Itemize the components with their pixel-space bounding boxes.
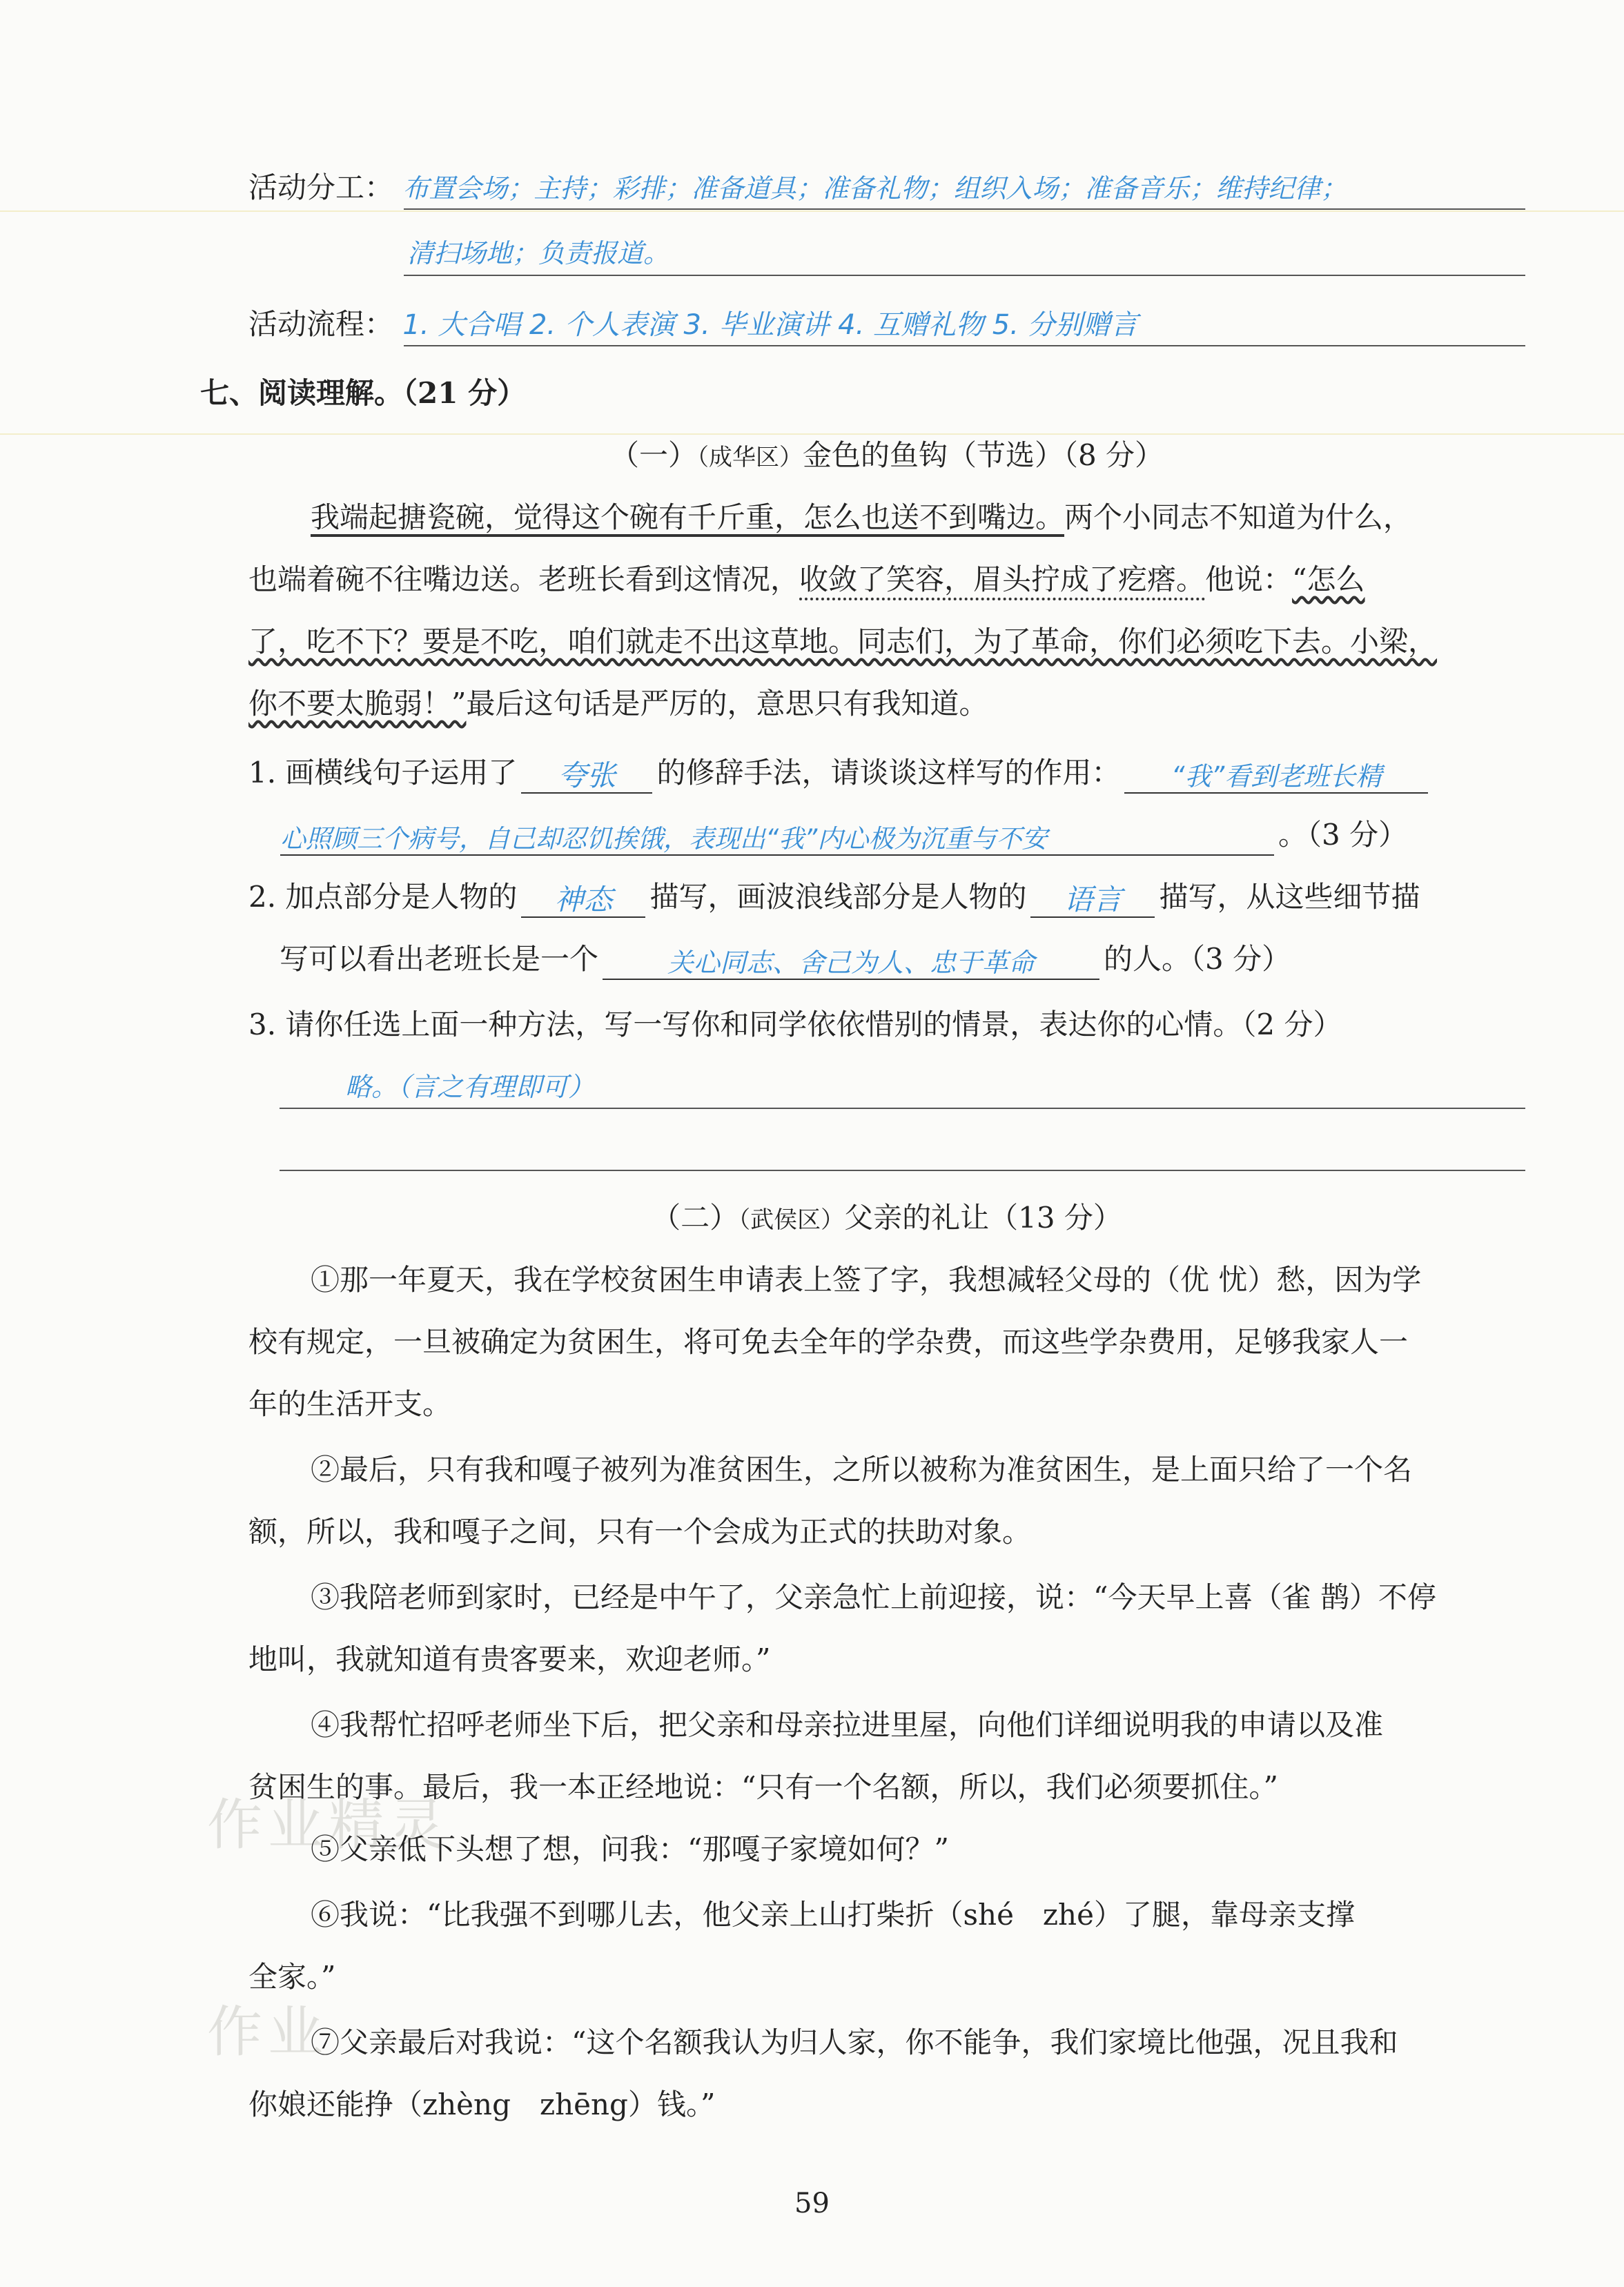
answer-blank[interactable] <box>521 755 652 794</box>
activity-division-line <box>248 167 1525 209</box>
title-prefix: （一） <box>609 438 697 472</box>
answer-rule <box>404 275 1525 276</box>
section-title: 七、阅读理解。（21 分） <box>200 376 527 410</box>
text: 1. 画横线句子运用了 <box>248 756 518 789</box>
p2-para-4: ④我帮忙招呼老师坐下后，把父亲和母亲拉进里屋，向他们详细说明我的申请以及准 <box>311 1708 1384 1742</box>
answer-blank[interactable] <box>603 941 1099 980</box>
answer-rule <box>280 1170 1525 1171</box>
p2-para-4-line-2: 贫困生的事。最后，我一本正经地说：“只有一个名额，所以，我们必须要抓住。” <box>248 1770 1278 1804</box>
passage-2-title <box>248 1197 1525 1241</box>
text: 描写，从这些细节描 <box>1159 880 1420 914</box>
highlight-line <box>0 210 1624 212</box>
division-answer-2: 清扫场地；负责报道。 <box>407 238 670 268</box>
question-1-line-2 <box>276 814 1553 856</box>
p2-para-1: ①那一年夏天，我在学校贫困生申请表上签了字，我想减轻父母的（优 忧）愁，因为学 <box>311 1263 1422 1297</box>
division-label: 活动分工： <box>248 170 394 204</box>
division-answer: 布置会场；主持；彩排；准备道具；准备礼物；组织入场；准备音乐；维持纪律； <box>402 173 1347 204</box>
text: 2. 加点部分是人物的 <box>248 880 518 914</box>
answer-text: 夸张 <box>558 758 616 792</box>
question-3-answer: 略。（言之有理即可） <box>345 1072 595 1102</box>
answer-text: 神态 <box>554 883 613 916</box>
title-text: 金色的鱼钩（节选）（8 分） <box>802 438 1164 472</box>
score: 。（3 分） <box>1278 818 1408 852</box>
text: 他说： <box>1205 562 1293 596</box>
district-label: （武侯区） <box>738 1206 845 1234</box>
underlined-sentence: 我端起搪瓷碗，觉得这个碗有千斤重，怎么也送不到嘴边。 <box>311 500 1065 534</box>
p2-para-6-line-2: 全家。” <box>248 1960 336 1994</box>
passage-1-title <box>248 435 1525 478</box>
answer-text: 心照顾三个病号，自己却忍饥挨饿，表现出“我”内心极为沉重与不安 <box>280 824 1048 854</box>
answer-rule <box>280 1108 1525 1109</box>
p2-para-7-line-2: 你娘还能挣（zhèng zhēng）钱。” <box>248 2088 716 2121</box>
answer-text: 语言 <box>1064 883 1122 916</box>
wavy-phrase: 了，吃不下？要是不吃，咱们就走不出这草地。同志们，为了革命，你们必须吃下去。小梁， <box>248 625 1438 658</box>
text: 也端着碗不往嘴边送。老班长看到这情况， <box>248 562 800 596</box>
p2-para-7: ⑦父亲最后对我说：“这个名额我认为归人家，你不能争，我们家境比他强，况且我和 <box>311 2025 1398 2059</box>
wavy-phrase: “怎么 <box>1292 562 1365 596</box>
p2-para-3-line-2: 地叫，我就知道有贵客要来，欢迎老师。” <box>248 1642 771 1676</box>
answer-blank[interactable] <box>1030 879 1155 918</box>
answer-rule <box>404 345 1525 346</box>
p2-para-5: ⑤父亲低下头想了想，问我：“那嘎子家境如何？” <box>311 1832 949 1866</box>
watermark: 作业精灵 <box>207 1793 450 1857</box>
flow-answer: 1. 大合唱 2. 个人表演 3. 毕业演讲 4. 互赠礼物 5. 分别赠言 <box>402 309 1138 341</box>
page-number: 59 <box>794 2188 830 2219</box>
question-1 <box>248 752 1525 794</box>
answer-blank[interactable] <box>1124 755 1428 794</box>
activity-flow-line <box>248 304 1525 346</box>
district-label: （成华区） <box>696 444 803 471</box>
passage-1-para-4 <box>248 683 1525 725</box>
p2-para-6 <box>311 1894 1587 1936</box>
passage-1-para-2 <box>248 559 1525 600</box>
answer-rule <box>404 208 1525 210</box>
text: 最后这句话是严厉的，意思只有我知道。 <box>466 687 988 720</box>
p2-para-1-line-3: 年的生活开支。 <box>248 1387 452 1421</box>
dotted-phrase: 收敛了笑容，眉头拧成了疙瘩。 <box>799 562 1206 596</box>
p2-para-2-line-2: 额，所以，我和嘎子之间，只有一个会成为正式的扶助对象。 <box>248 1515 1032 1549</box>
text: ⑥我说：“比我强不到哪儿去，他父亲上山打柴折（shé zhé）了腿，靠母亲支撑 <box>311 1898 1355 1932</box>
title-prefix: （二） <box>652 1201 739 1235</box>
title-text: 父亲的礼让（13 分） <box>844 1201 1122 1235</box>
p2-para-2: ②最后，只有我和嘎子被列为准贫困生，之所以被称为准贫困生，是上面只给了一个名 <box>311 1453 1413 1486</box>
answer-blank[interactable] <box>280 817 1274 856</box>
p2-para-3: ③我陪老师到家时，已经是中午了，父亲急忙上前迎接，说：“今天早上喜（雀 鹊）不停 <box>311 1580 1436 1614</box>
watermark: 作业 <box>207 2000 329 2064</box>
wavy-phrase: 你不要太脆弱！” <box>248 687 467 720</box>
question-2 <box>248 876 1525 918</box>
question-3: 3. 请你任选上面一种方法，写一写你和同学依依惜别的情景，表达你的心情。（2 分） <box>248 1008 1342 1041</box>
answer-text: 关心同志、舍己为人、忠于革命 <box>667 948 1035 978</box>
answer-text: “我”看到老班长精 <box>1171 761 1382 792</box>
answer-blank[interactable] <box>521 879 645 918</box>
text: 的人。（3 分） <box>1104 942 1291 976</box>
question-2-line-2 <box>280 939 1556 980</box>
text: 的修辞手法，请谈谈这样写的作用： <box>656 756 1121 789</box>
passage-1-para-3 <box>248 621 1525 662</box>
flow-label: 活动流程： <box>248 307 394 341</box>
passage-1-para-1 <box>311 497 1587 538</box>
activity-division-line-2 <box>407 232 1624 274</box>
text: 描写，画波浪线部分是人物的 <box>649 880 1027 914</box>
text: 两个小同志不知道为什么， <box>1064 500 1413 534</box>
text: 写可以看出老班长是一个 <box>280 942 599 976</box>
p2-para-1-line-2: 校有规定，一旦被确定为贫困生，将可免去全年的学杂费，而这些学杂费用，足够我家人一 <box>248 1325 1409 1359</box>
